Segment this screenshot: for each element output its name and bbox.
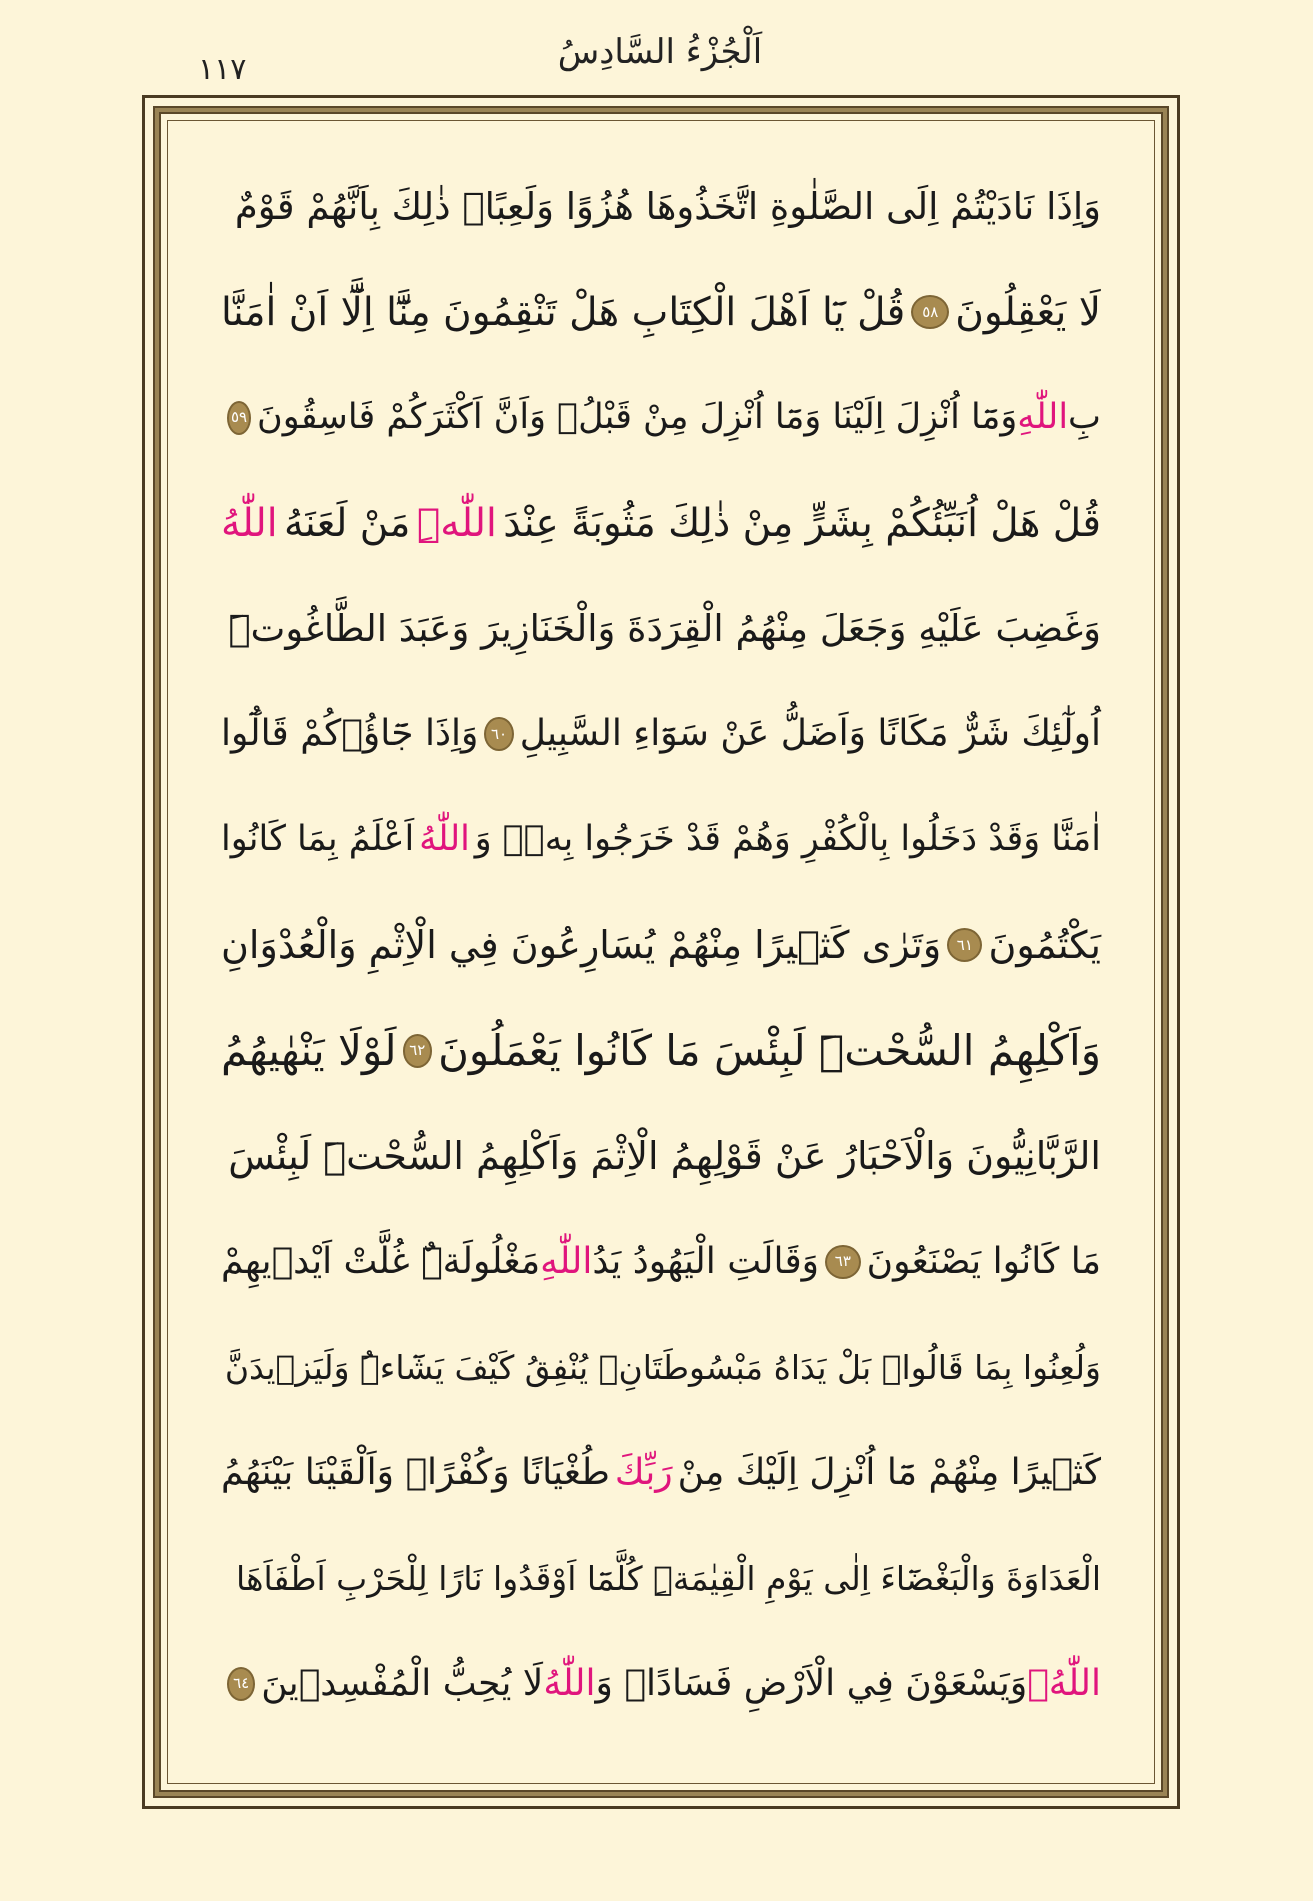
verse-text: كَث۪يرًا مِنْهُمْ مَٓا اُنْزِلَ اِلَيْكَ مِنْ	[677, 1451, 1101, 1493]
text-line	[221, 365, 1101, 471]
divine-name-text: اللّٰهُ	[419, 819, 470, 860]
text-line	[221, 471, 1101, 577]
text-line	[221, 1526, 1101, 1632]
divine-name-text: اللّٰهِ	[540, 1240, 593, 1282]
verse-text: لَا يَعْقِلُونَ	[955, 289, 1101, 335]
juz-title: اَلْجُزْءُ السَّادِسُ	[557, 32, 763, 72]
verse-text: قُلْ هَلْ اُنَبِّئُكُمْ بِشَرٍّ مِنْ ذٰلِكَ مَثُوبَةً عِنْدَ	[503, 500, 1101, 546]
text-line	[221, 998, 1101, 1104]
verse-text: يَكْتُمُونَ	[988, 923, 1101, 968]
text-line	[221, 1420, 1101, 1526]
text-line	[221, 787, 1101, 893]
page-frame	[142, 95, 1180, 1809]
ayah-number-marker: ٦٣	[825, 1245, 861, 1279]
divine-name-text: رَبِّكَ	[614, 1451, 673, 1493]
verse-text: اٰمَنَّا وَقَدْ دَخَلُوا بِالْكُفْرِ وَهُمْ قَدْ خَرَجُوا بِهٖۜ وَ	[474, 819, 1101, 860]
divine-name-text: اللّٰهِۜ	[416, 500, 497, 546]
divine-name-text: اللّٰهُۙ	[1027, 1662, 1101, 1704]
divine-name-text: اللّٰهُ	[221, 500, 278, 546]
text-line	[221, 682, 1101, 788]
verse-text: طُغْيَانًا وَكُفْرًاۜ وَاَلْقَيْنَا بَيْنَهُمُ	[221, 1451, 610, 1493]
verse-text: وَتَرٰى كَث۪يرًا مِنْهُمْ يُسَارِعُونَ فِي الْاِثْمِ وَالْعُدْوَانِ	[221, 923, 942, 968]
verse-text: الرَّبَّانِيُّونَ وَالْاَحْبَارُ عَنْ قَوْلِهِمُ الْاِثْمَ وَاَكْلِهِمُ السُّحْتَۜ لَبِئْسَ	[228, 1134, 1101, 1179]
verse-text: الْعَدَاوَةَ وَالْبَغْضَٓاءَ اِلٰى يَوْمِ الْقِيٰمَةِۜ كُلَّمَٓا اَوْقَدُوا نَارًا لِلْحَرْبِ اَطْفَاَهَا	[236, 1558, 1101, 1598]
ayah-number-marker: ٦٠	[484, 717, 513, 751]
page-number: ١١٧	[198, 52, 247, 87]
verse-text: مَغْلُولَةٌۜ غُلَّتْ اَيْد۪يهِمْ	[221, 1240, 541, 1282]
verse-text: اَعْلَمُ بِمَا كَانُوا	[221, 819, 415, 860]
text-line	[221, 1104, 1101, 1210]
text-line	[221, 1209, 1101, 1315]
text-line	[221, 1631, 1101, 1737]
ayah-number-marker: ٦٢	[403, 1034, 433, 1068]
verse-text: بِ	[1068, 397, 1101, 438]
verse-text: مَا كَانُوا يَصْنَعُونَ	[866, 1240, 1101, 1282]
ayah-number-marker: ٦١	[947, 928, 982, 962]
quran-text	[221, 154, 1101, 1737]
verse-text: لَا يُحِبُّ الْمُفْسِد۪ينَ	[261, 1662, 544, 1704]
text-line	[221, 576, 1101, 682]
verse-text: اُولٰٓئِكَ شَرٌّ مَكَانًا وَاَضَلُّ عَنْ سَوَٓاءِ السَّبِيلِ	[519, 713, 1101, 755]
verse-text: وَلُعِنُوا بِمَا قَالُواۢ بَلْ يَدَاهُ مَبْسُوطَتَانِۙ يُنْفِقُ كَيْفَ يَشَٓاءُۜ وَلَيَز۪يدَنَّ	[224, 1347, 1101, 1387]
divine-name-text: اللّٰهُ	[543, 1662, 596, 1704]
text-line	[221, 260, 1101, 366]
frame-inner	[159, 112, 1163, 1792]
verse-text: وَقَالَتِ الْيَهُودُ يَدُ	[592, 1240, 820, 1282]
verse-text: وَمَٓا اُنْزِلَ اِلَيْنَا وَمَٓا اُنْزِلَ مِنْ قَبْلُۙ وَاَنَّ اَكْثَرَكُمْ فَاسِقُونَ	[257, 397, 1018, 438]
divine-name-text: اللّٰهِ	[1017, 397, 1069, 438]
verse-text: لَوْلَا يَنْهٰيهُمُ	[221, 1025, 397, 1075]
text-line	[221, 1315, 1101, 1421]
verse-text: مَنْ لَعَنَهُ	[284, 500, 411, 546]
verse-text: قُلْ يَٓا اَهْلَ الْكِتَابِ هَلْ تَنْقِمُونَ مِنَّٓا اِلَّٓا اَنْ اٰمَنَّا	[221, 289, 906, 335]
ayah-number-marker: ٥٨	[911, 295, 949, 329]
verse-text: وَاِذَا جَٓاؤُ۫كُمْ قَالُٓوا	[221, 713, 479, 755]
verse-text: وَاَكْلِهِمُ السُّحْتَۜ لَبِئْسَ مَا كَانُوا يَعْمَلُونَ	[438, 1025, 1101, 1075]
verse-text: وَيَسْعَوْنَ فِي الْاَرْضِ فَسَادًاۜ وَ	[595, 1662, 1028, 1704]
ayah-number-marker: ٥٩	[227, 401, 251, 435]
ayah-number-marker: ٦٤	[227, 1667, 255, 1701]
text-line	[221, 154, 1101, 260]
verse-text: وَاِذَا نَادَيْتُمْ اِلَى الصَّلٰوةِ اتَّخَذُوهَا هُزُوًا وَلَعِبًاۜ ذٰلِكَ بِاَنَّهُمْ قَوْمٌ	[234, 185, 1101, 229]
text-line	[221, 893, 1101, 999]
verse-text: وَغَضِبَ عَلَيْهِ وَجَعَلَ مِنْهُمُ الْقِرَدَةَ وَالْخَنَازِيرَ وَعَبَدَ الطَّاغُوتَۜ	[228, 607, 1101, 651]
